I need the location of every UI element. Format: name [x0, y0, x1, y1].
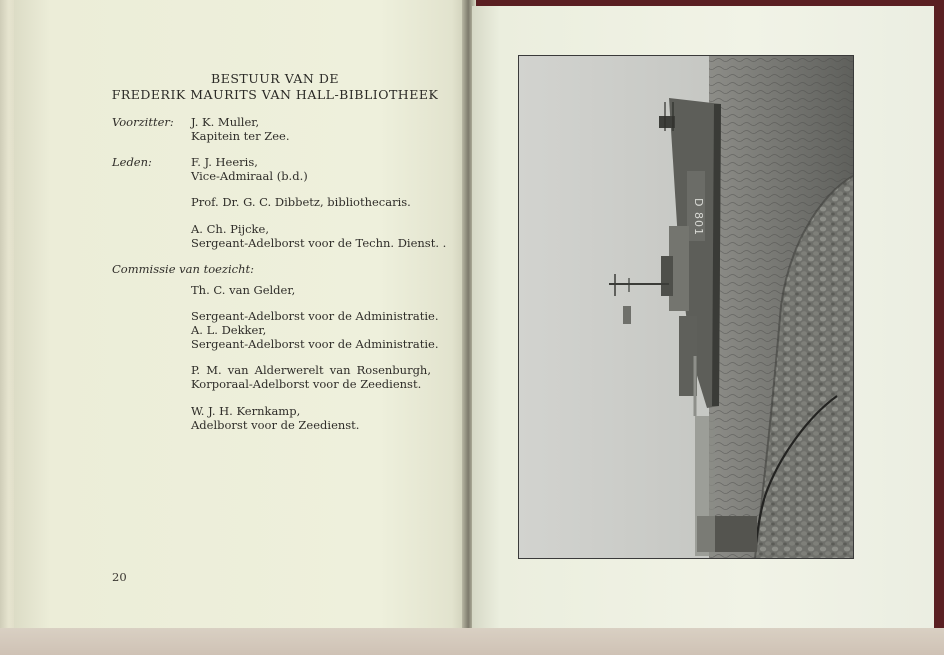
commissie-name-3: P. M. van Alderwerelt van Rosenburgh,	[191, 363, 431, 377]
leden-name-2: Prof. Dr. G. C. Dibbetz, bibliothecaris.	[191, 195, 411, 209]
commissie-name-2: A. L. Dekker,	[191, 323, 267, 337]
voorzitter-name: J. K. Muller,	[191, 115, 260, 129]
ship-photograph	[518, 55, 854, 559]
leden-label: Leden:	[112, 155, 152, 169]
commissie-rank-2: Sergeant-Adelborst voor de Administratie.	[191, 337, 439, 351]
commissie-rank-4: Adelborst voor de Zeedienst.	[191, 418, 360, 432]
commissie-rank-1: Sergeant-Adelborst voor de Administratie.	[191, 309, 439, 323]
hull-number: D 801	[692, 198, 705, 236]
page-title-line-2: FREDERIK MAURITS VAN HALL-BIBLIOTHEEK	[111, 87, 439, 102]
commissie-rank-3: Korporaal-Adelborst voor de Zeedienst.	[191, 377, 422, 391]
page-title-line-1: BESTUUR VAN DE	[211, 71, 339, 86]
commissie-label: Commissie van toezicht:	[112, 262, 254, 276]
commissie-name-4: W. J. H. Kernkamp,	[191, 404, 301, 418]
voorzitter-label: Voorzitter:	[112, 115, 174, 129]
leden-name-1: F. J. Heeris,	[191, 155, 258, 169]
leden-rank-3: Sergeant-Adelborst voor de Techn. Dienst. .	[191, 236, 447, 250]
commissie-name-1: Th. C. van Gelder,	[191, 283, 296, 297]
voorzitter-rank: Kapitein ter Zee.	[191, 129, 290, 143]
table-surface	[0, 628, 944, 655]
leden-name-3: A. Ch. Pijcke,	[191, 222, 269, 236]
page-number: 20	[112, 570, 127, 584]
leden-rank-1: Vice-Admiraal (b.d.)	[191, 169, 308, 183]
